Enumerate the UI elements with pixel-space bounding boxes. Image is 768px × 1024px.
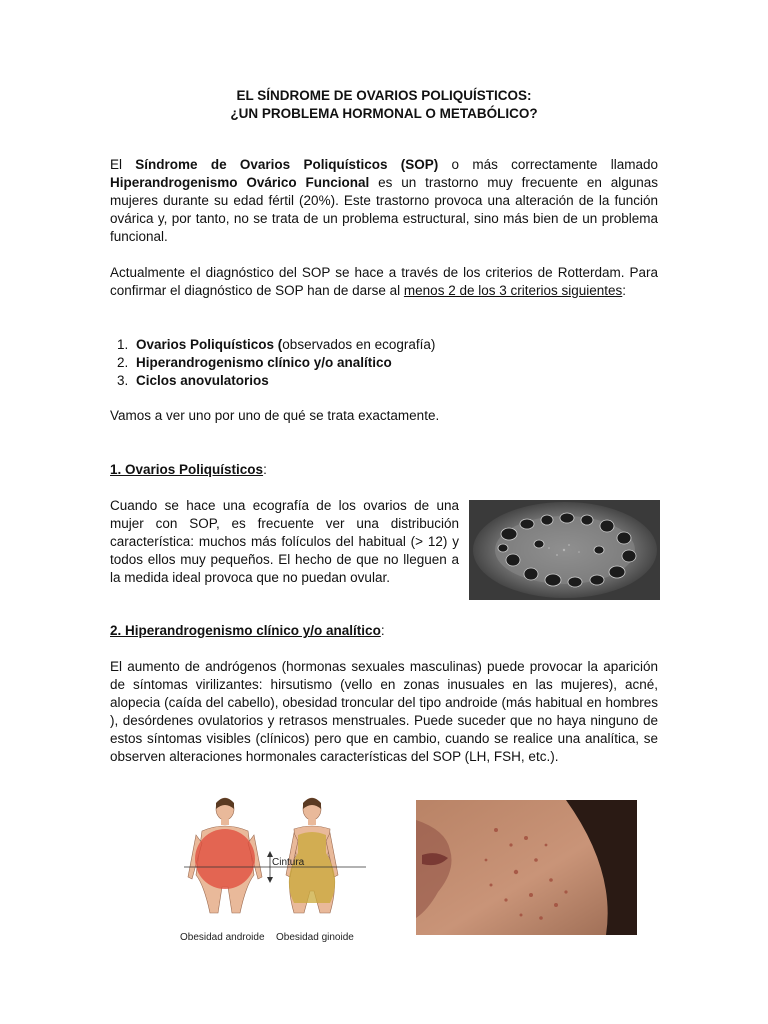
intro-text-3: es un trastorno muy frecuente en algunas mujeres durante su edad fértil (20%). Este trastorno provoca una alteración de la función ovárica y, por tanto, no se trata de un problema estructural, sino más bien de un problema funcional. (110, 175, 658, 244)
intro-text-2: o más correctamente llamado (438, 157, 658, 172)
gynoid-figure (286, 798, 338, 913)
diagnosis-text-1: Actualmente el diagnóstico del SOP se hace a través de los criterios de Rotterdam. Para confirmar el diagnóstico de SOP han de darse al (110, 265, 658, 298)
section-1-colon: : (263, 462, 267, 477)
transition-paragraph: Vamos a ver uno por uno de qué se trata exactamente. (110, 408, 440, 423)
section-2-colon: : (380, 623, 385, 638)
criteria-item (132, 336, 435, 354)
caption-android: Obesidad androide (180, 932, 265, 943)
intro-bold-sop: Síndrome de Ovarios Poliquísticos (SOP) (135, 157, 439, 172)
intro-text-1: El (110, 157, 136, 172)
criteria-list (110, 336, 435, 390)
ultrasound-image (469, 500, 660, 600)
section-1-paragraph: Cuando se hace una ecografía de los ovarios de una mujer con SOP, es frecuente ver una distribución característica: muchos más folículos del habitual (> 12) y todos ellos muy pequeños. El hecho de que no lleguen a la medida ideal provoca que no puedan ovular. (110, 498, 459, 585)
section-1-heading (110, 461, 267, 479)
caption-gynoid: Obesidad ginoide (276, 932, 354, 943)
waist-label: Cintura (272, 857, 305, 868)
acne-photo (416, 800, 637, 935)
diagnosis-paragraph (110, 264, 658, 300)
criteria-item-bold: Ciclos anovulatorios (136, 373, 269, 388)
criteria-item (132, 372, 435, 390)
criteria-item-bold: Ovarios Poliquísticos ( (136, 337, 283, 352)
title-line-1: EL SÍNDROME DE OVARIOS POLIQUÍSTICOS: (236, 88, 532, 103)
document-title (0, 87, 768, 123)
section-2-paragraph: El aumento de andrógenos (hormonas sexuales masculinas) puede provocar la aparición de síntomas virilizantes: hirsutismo (vello en zonas inusuales en las mujeres), acné, alopecia (caída del cabello), obesidad troncular del tipo androide (más habitual en hombres ), desórdenes ovulatorios y retrasos menstruales. Puede suceder que no haya ninguno de estos síntomas visibles (clínicos) pero que en cambio, cuando se realice una analítica, se observen alteraciones hormonales características del SOP (LH, FSH, etc.). (110, 659, 658, 764)
criteria-item (132, 354, 435, 372)
section-2-heading (110, 622, 385, 640)
android-figure (188, 798, 262, 913)
criteria-item-bold: Hiperandrogenismo clínico y/o analítico (136, 355, 392, 370)
diagnosis-text-2: : (622, 283, 627, 298)
intro-paragraph (110, 156, 658, 246)
section-2-heading-text: 2. Hiperandrogenismo clínico y/o analítico (110, 623, 381, 638)
diagnosis-underlined: menos 2 de los 3 criterios siguientes (403, 283, 623, 298)
title-line-2: ¿UN PROBLEMA HORMONAL O METABÓLICO? (230, 106, 538, 121)
criteria-item-rest: observados en ecografía) (282, 337, 436, 352)
section-1-heading-text: 1. Ovarios Poliquísticos (110, 462, 264, 477)
intro-bold-hof: Hiperandrogenismo Ovárico Funcional (110, 175, 370, 190)
